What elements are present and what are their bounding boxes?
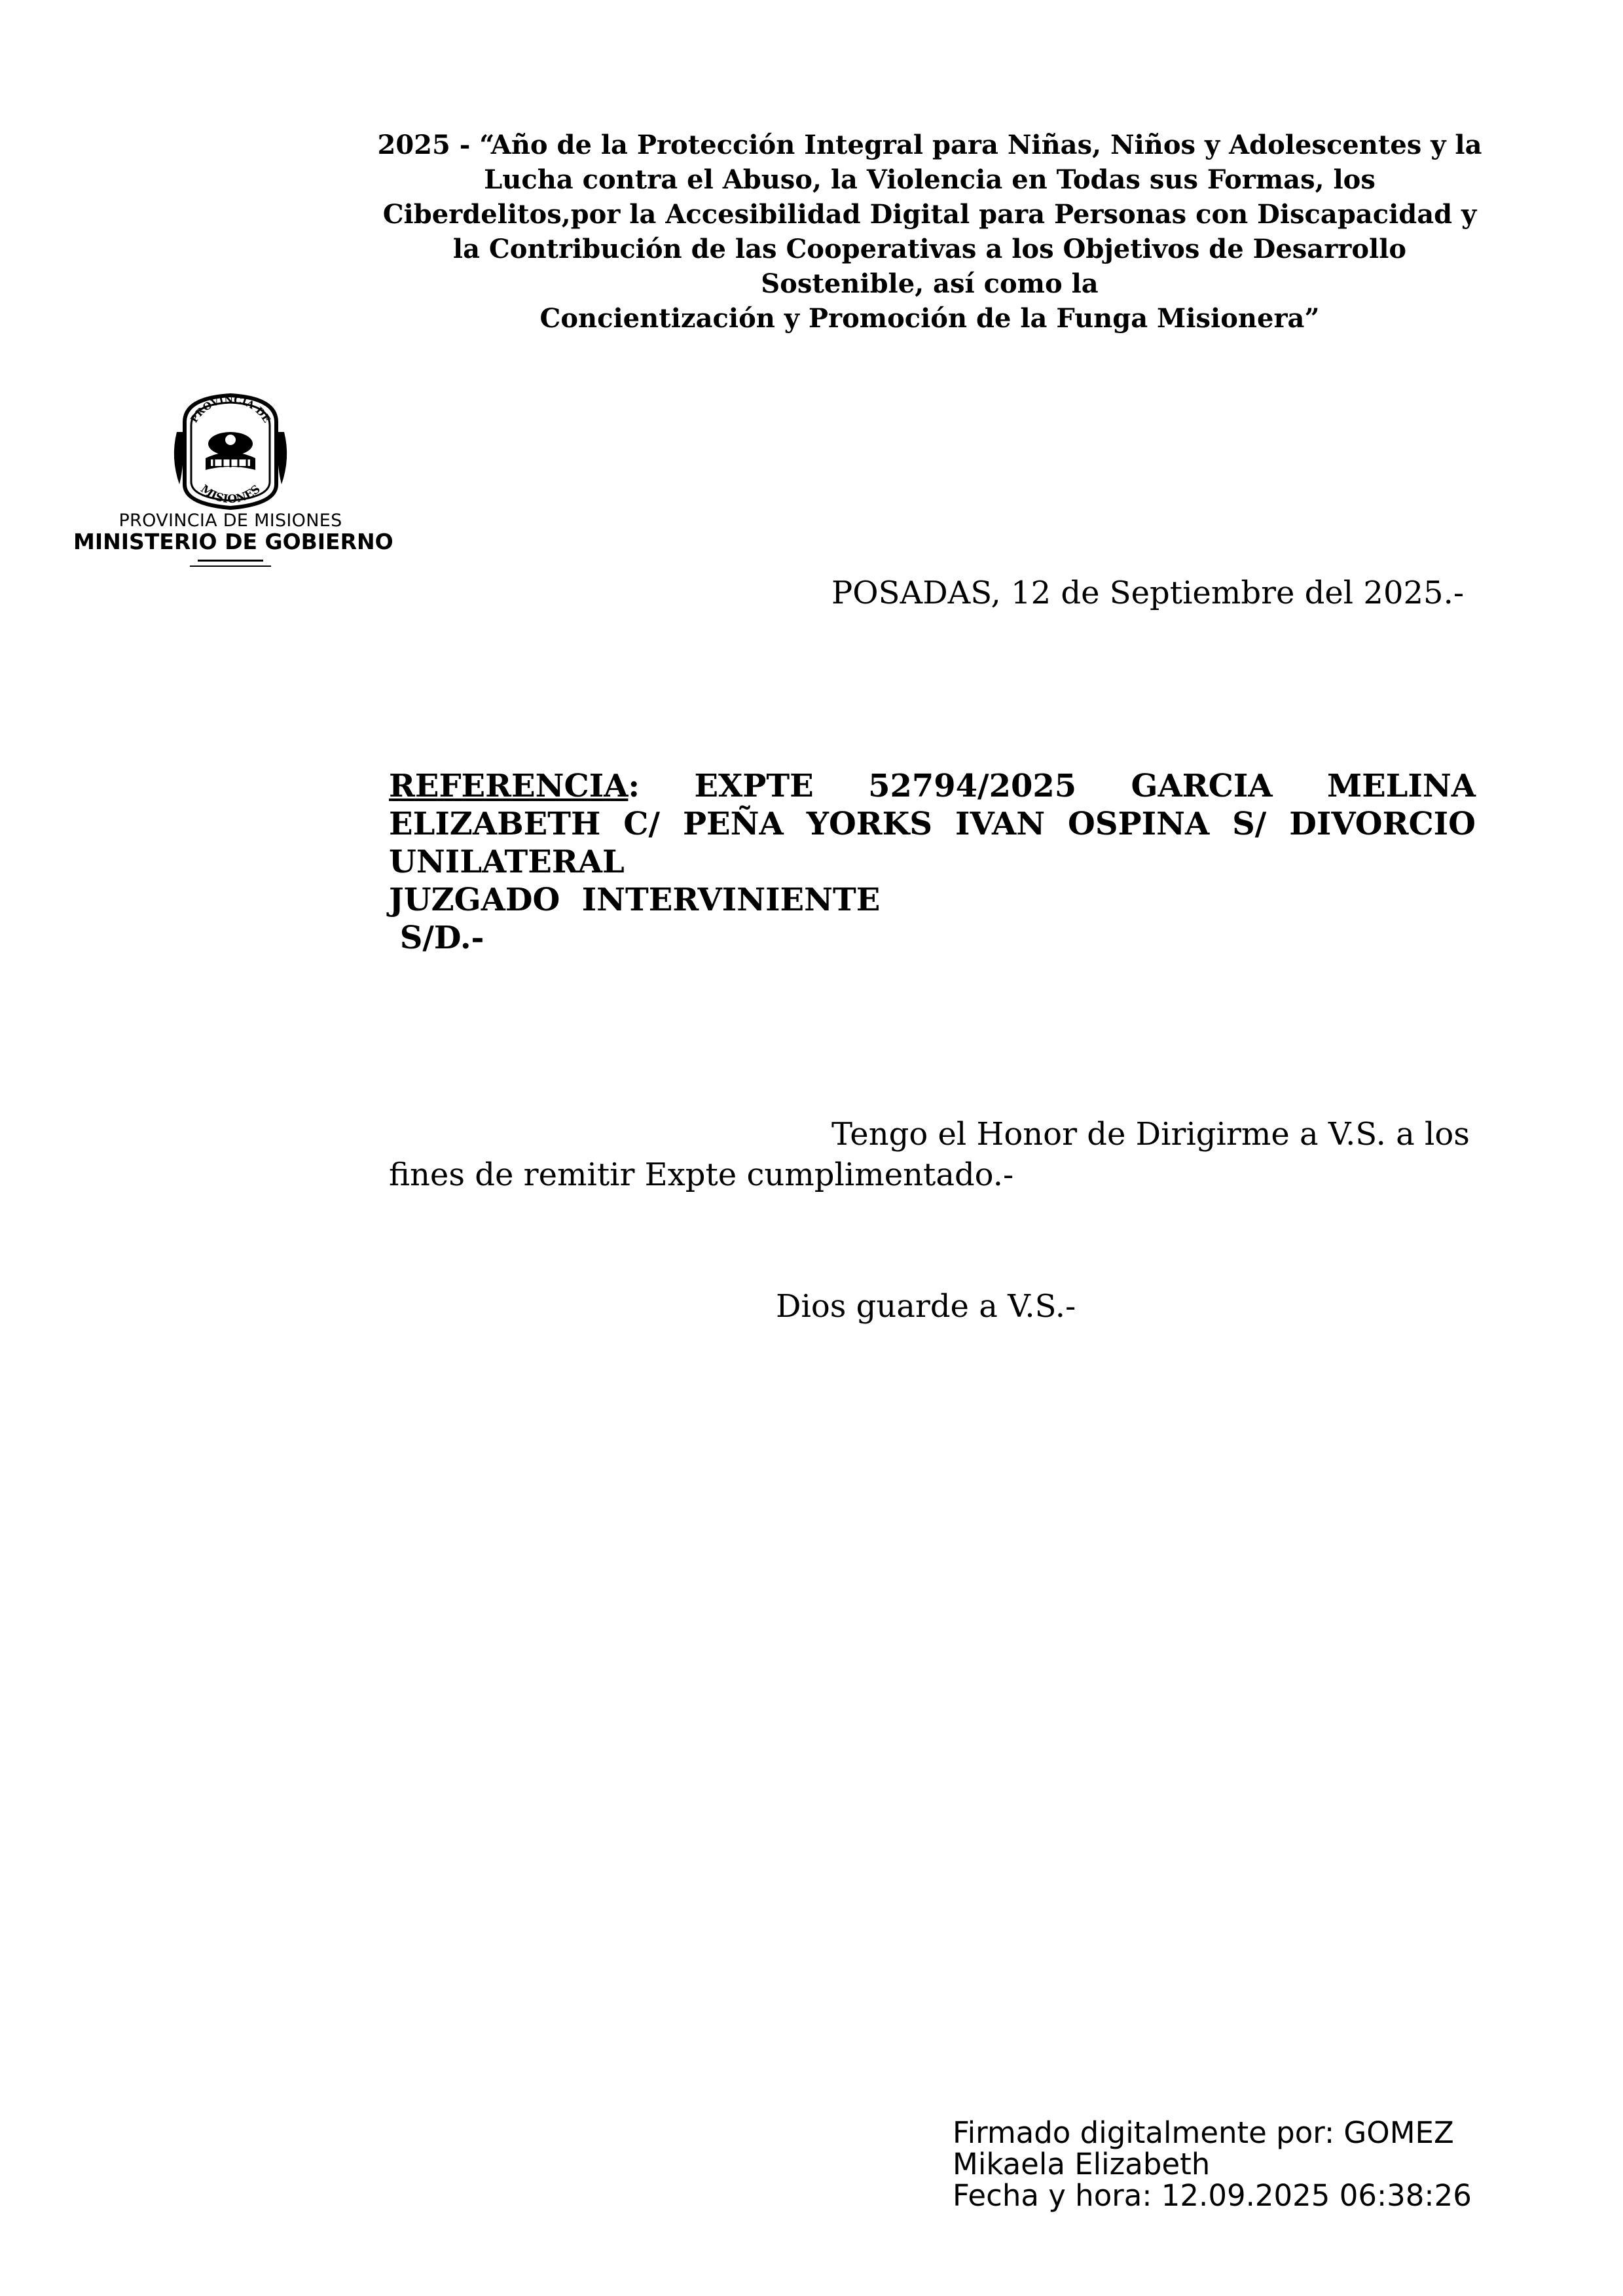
signature-line: Firmado digitalmente por: GOMEZ: [953, 2115, 1454, 2150]
motto-line: Concientización y Promoción de la Funga Misionera”: [539, 303, 1320, 334]
reference-word: OSPINA: [1068, 806, 1210, 842]
reference-row: [389, 805, 1476, 843]
year-motto-header: [367, 128, 1493, 336]
signature-line: Mikaela Elizabeth: [953, 2147, 1211, 2181]
reference-word: C/: [623, 806, 660, 842]
seal-text-bottom: MISIONES: [198, 482, 263, 507]
motto-line: Lucha contra el Abuso, la Violencia en Todas sus Formas, los: [484, 164, 1376, 195]
reference-block: [389, 767, 1476, 957]
motto-line: Sostenible, así como la: [761, 268, 1099, 299]
body-line: fines de remitir Expte cumplimentado.-: [389, 1157, 1014, 1193]
motto-line: 2025 - “Año de la Protección Integral para Niñas, Niños y Adolescentes y la: [377, 130, 1482, 160]
digital-signature: [953, 2117, 1472, 2212]
logo-province-name: PROVINCIA DE MISIONES: [119, 511, 342, 531]
reference-label: REFERENCIA: [389, 768, 629, 804]
reference-word: 52794/2025: [868, 768, 1077, 804]
letter-closing: Dios guarde a V.S.-: [776, 1288, 1076, 1325]
reference-word: IVAN: [955, 806, 1046, 842]
provincial-seal-icon: [165, 386, 296, 517]
reference-word: DIVORCIO: [1289, 806, 1476, 842]
letter-body: [389, 1114, 1476, 1195]
reference-row: [389, 767, 1476, 805]
reference-word: MELINA: [1326, 768, 1476, 804]
addressee-sd: S/D.-: [389, 920, 484, 956]
motto-line: Ciberdelitos,por la Accesibilidad Digital para Personas con Discapacidad y: [382, 199, 1477, 230]
logo-underline: [198, 560, 263, 562]
letter-date: POSADAS, 12 de Septiembre del 2025.-: [831, 575, 1465, 611]
ministry-logo: [73, 386, 393, 576]
reference-word: GARCIA: [1131, 768, 1273, 804]
reference-label-group: REFERENCIA:: [389, 768, 640, 804]
reference-word: ELIZABETH: [389, 806, 601, 842]
signature-line: Fecha y hora: 12.09.2025 06:38:26: [953, 2178, 1472, 2213]
logo-underline: [190, 565, 271, 567]
reference-row: UNILATERAL: [389, 844, 625, 880]
body-line: Tengo el Honor de Dirigirme a V.S. a los: [831, 1116, 1470, 1153]
reference-word: S/: [1232, 806, 1267, 842]
addressee-court: JUZGADO INTERVINIENTE: [389, 882, 881, 918]
reference-word: PEÑA: [682, 806, 784, 842]
logo-ministry-name: MINISTERIO DE GOBIERNO: [73, 529, 393, 554]
motto-line: la Contribución de las Cooperativas a los Objetivos de Desarrollo: [452, 234, 1407, 264]
reference-word: EXPTE: [694, 768, 814, 804]
reference-word: YORKS: [806, 806, 933, 842]
svg-text:PROVINCIA DE: [188, 393, 273, 425]
seal-text-top: PROVINCIA DE: [188, 393, 273, 425]
